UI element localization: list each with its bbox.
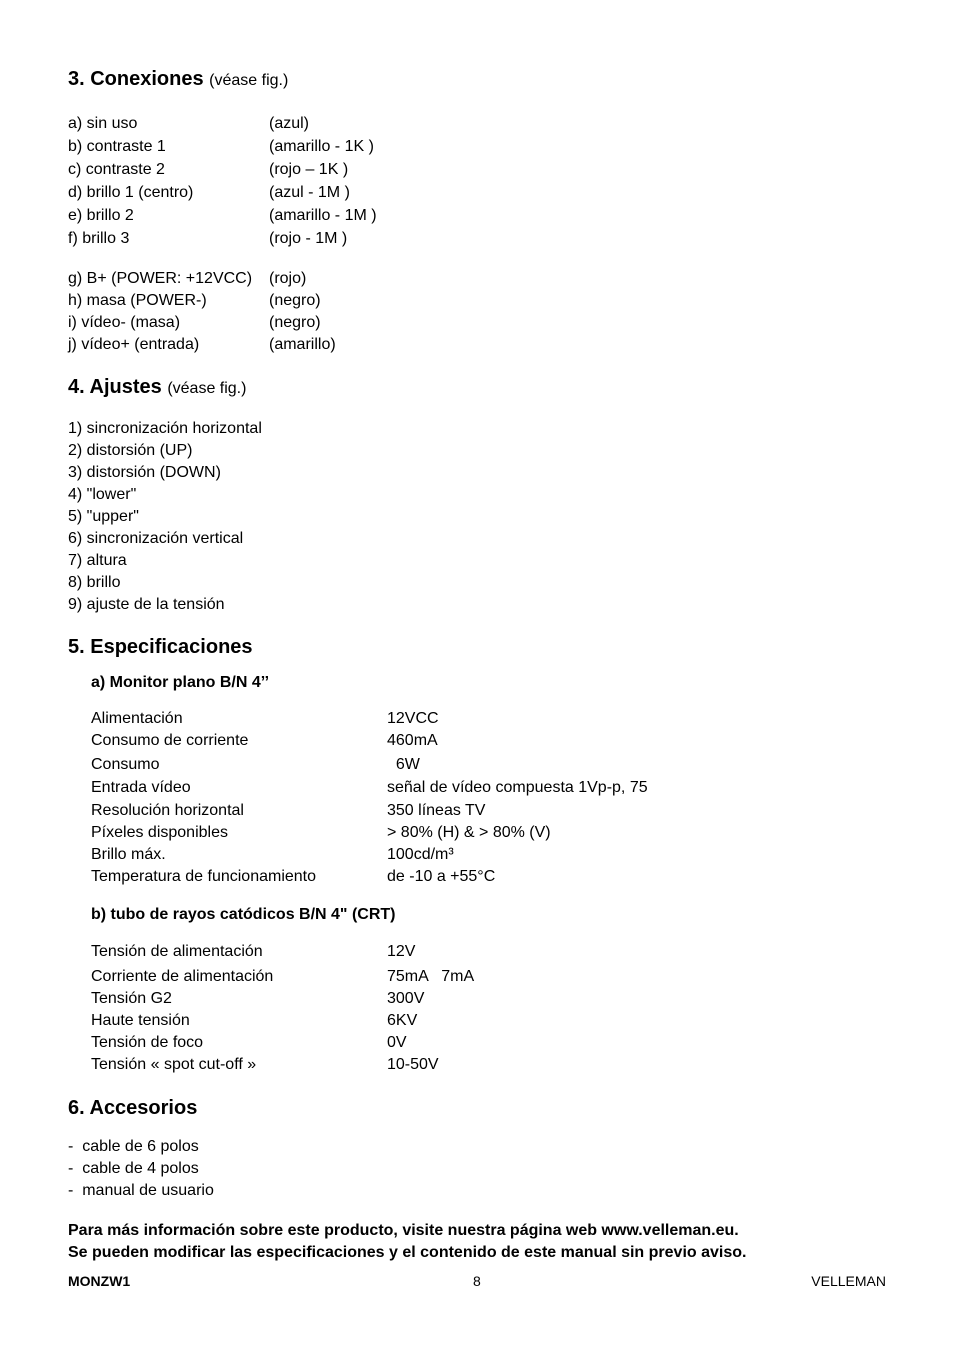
section-3-note: (véase fig.): [209, 72, 289, 89]
table-row: Tensión G2 300V: [91, 990, 425, 1007]
connection-row: a) sin uso (azul): [68, 115, 310, 132]
list-item: - cable de 6 polos: [68, 1138, 199, 1155]
connection-row: d) brillo 1 (centro) (azul - 1M ): [68, 184, 350, 201]
footer-brand: VELLEMAN: [811, 1273, 886, 1289]
list-item: - manual de usuario: [68, 1182, 214, 1199]
spec-b-title: b) tubo de rayos catódicos B/N 4" (CRT): [91, 906, 396, 923]
table-row: Temperatura de funcionamiento de -10 a +55°C: [91, 868, 496, 885]
list-item: 4) "lower": [68, 486, 137, 503]
section-4-note: (véase fig.): [167, 380, 247, 397]
table-row: Tensión « spot cut-off » 10-50V: [91, 1056, 439, 1073]
section-3-title: 3. Conexiones: [68, 68, 204, 90]
table-row: Haute tensión 6KV: [91, 1012, 418, 1029]
connection-row: j) vídeo+ (entrada) (amarillo): [68, 336, 336, 353]
table-row: Píxeles disponibles > 80% (H) & > 80% (V): [91, 824, 551, 841]
document-page: [68, 66, 888, 1264]
section-5-title: 5. Especificaciones: [68, 636, 253, 658]
connection-row: e) brillo 2 (amarillo - 1M ): [68, 207, 377, 224]
section-6-heading: [68, 1095, 888, 1121]
section-4-heading: [68, 374, 888, 402]
adjustments-list: [68, 418, 888, 616]
table-row: Brillo máx. 100cd/m³: [91, 846, 454, 863]
table-row: Alimentación 12VCC: [91, 710, 439, 727]
table-row: Consumo 6W: [91, 756, 420, 773]
connection-row: g) B+ (POWER: +12VCC) (rojo): [68, 270, 307, 287]
table-row: Consumo de corriente 460mA: [91, 732, 438, 749]
table-row: Tensión de alimentación 12V: [91, 943, 416, 960]
connections-list-1: [68, 113, 888, 251]
notice-line-1: Para más información sobre este producto, visite nuestra página web www.velleman.eu.: [68, 1222, 739, 1239]
accessories-list: [68, 1136, 888, 1202]
connections-list-2: [68, 268, 888, 356]
connection-row: c) contraste 2 (rojo – 1K ): [68, 161, 349, 178]
list-item: 6) sincronización vertical: [68, 530, 244, 547]
connection-row: i) vídeo- (masa) (negro): [68, 314, 321, 331]
spec-b-table: [68, 941, 888, 1076]
list-item: 7) altura: [68, 552, 127, 569]
list-item: - cable de 4 polos: [68, 1160, 199, 1177]
connection-row: h) masa (POWER-) (negro): [68, 292, 321, 309]
notice-line-2: Se pueden modificar las especificaciones y el contenido de este manual sin previo aviso.: [68, 1244, 747, 1261]
section-6-title: 6. Accesorios: [68, 1097, 198, 1119]
list-item: 5) "upper": [68, 508, 139, 525]
table-row: Corriente de alimentación 75mA 7mA: [91, 968, 475, 985]
list-item: 1) sincronización horizontal: [68, 420, 262, 437]
table-row: Resolución horizontal 350 líneas TV: [91, 802, 486, 819]
connection-row: b) contraste 1 (amarillo - 1K ): [68, 138, 374, 155]
table-row: Entrada vídeo señal de vídeo compuesta 1Vp-p, 75: [91, 779, 648, 796]
section-3-heading: [68, 66, 888, 94]
table-row: Tensión de foco 0V: [91, 1034, 407, 1051]
spec-a-table: [68, 708, 888, 888]
footer-page-number: 8: [473, 1273, 481, 1289]
list-item: 9) ajuste de la tensión: [68, 596, 225, 613]
footer-model: MONZW1: [68, 1273, 131, 1289]
section-4-title: 4. Ajustes: [68, 376, 162, 398]
list-item: 2) distorsión (UP): [68, 442, 193, 459]
list-item: 3) distorsión (DOWN): [68, 464, 221, 481]
connection-row: f) brillo 3 (rojo - 1M ): [68, 230, 348, 247]
spec-a-title: a) Monitor plano B/N 4’’: [91, 674, 270, 691]
section-5-heading: [68, 634, 888, 660]
list-item: 8) brillo: [68, 574, 121, 591]
page-footer: [68, 1273, 888, 1293]
